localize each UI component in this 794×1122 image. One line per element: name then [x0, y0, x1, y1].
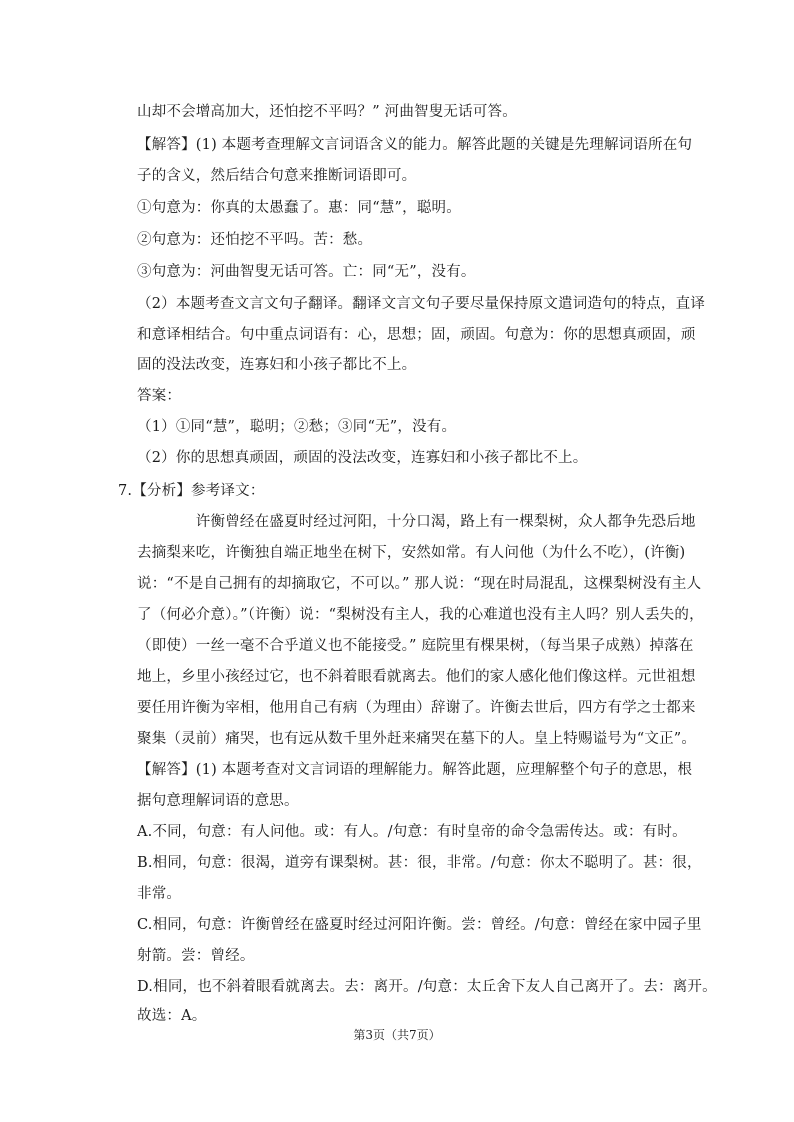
page-footer: 第3页（共7页） [353, 1028, 441, 1042]
text-line: ②句意为：还怕挖不平吗。苦：愁。 [137, 232, 373, 248]
option-b-line-cont: 非常。 [137, 886, 182, 902]
option-c-line: C.相同，句意：许衡曾经在盛夏时经过河阳许衡。尝：曾经。/句意：曾经在家中园子里 [137, 917, 702, 933]
text-line: （2）你的思想真顽固，顽固的没法改变，连寡妇和小孩子都比不上。 [137, 450, 588, 466]
final-answer-line: 故选：A。 [137, 1008, 207, 1024]
text-line: ③句意为：河曲智叟无话可答。亡：同“无”，没有。 [137, 264, 476, 280]
text-line: 山却不会增高加大，还怕挖不平吗？” 河曲智叟无话可答。 [137, 104, 517, 120]
translation-line: 地上，乡里小孩经过它，也不斜着眼看就离去。他们的家人感化他们像这样。元世祖想 [137, 669, 696, 685]
option-b-line: B.相同，句意：很渴，道旁有课梨树。甚：很，非常。/句意：你太不聪明了。甚：很， [137, 855, 702, 871]
translation-line: 了（何必介意）。”（许衡）说：“梨树没有主人，我的心难道也没有主人吗？别人丢失的， [137, 607, 704, 623]
text-line: ①句意为：你真的太愚蠢了。惠：同“慧”，聪明。 [137, 200, 461, 216]
translation-line: （即使）一丝一毫不合乎道义也不能接受。” 庭院里有棵果树，（每当果子成熟）掉落在 [137, 638, 694, 654]
translation-line: 许衡曾经在盛夏时经过河阳，十分口渴，路上有一棵梨树，众人都争先恐后地 [137, 514, 696, 530]
answer-heading-line: 【解答】(1) 本题考查对文言词语的理解能力。解答此题，应理解整个句子的意思，根 [137, 762, 693, 778]
text-line: （2）本题考查文言文句子翻译。翻译文言文句子要尽量保持原文遣词造句的特点，直译 [137, 296, 706, 312]
translation-line: 说：“不是自己拥有的却摘取它，不可以。” 那人说：“现在时局混乱，这棵梨树没有主人 [137, 576, 702, 592]
translation-line: 聚集（灵前）痛哭，也有远从数千里外赶来痛哭在墓下的人。皇上特赐谥号为“文正”。 [137, 731, 697, 747]
text-line: 据句意理解词语的意思。 [137, 793, 299, 809]
text-line: 固的没法改变，连寡妇和小孩子都比不上。 [137, 357, 417, 373]
option-a-line: A.不同，句意：有人问他。或：有人。/句意：有时皇帝的命令急需传达。或：有时。 [137, 824, 687, 840]
text-line: （1）①同“慧”，聪明；②愁；③同“无”，没有。 [137, 419, 457, 435]
option-d-line: D.相同，也不斜着眼看就离去。去：离开。/句意：太丘舍下友人自己离开了。去：离开。 [137, 979, 717, 995]
translation-line: 去摘梨来吃，许衡独自端正地坐在树下，安然如常。有人问他（为什么不吃），(许衡) [137, 545, 686, 561]
text-line: 和意译相结合。句中重点词语有：心，思想；固，顽固。句意为：你的思想真顽固，顽 [137, 327, 696, 343]
answer-label: 答案： [137, 388, 182, 404]
option-c-line-cont: 射箭。尝：曾经。 [137, 948, 255, 964]
question-7-heading: 7.【分析】参考译文： [118, 483, 265, 499]
text-line: 子的含义，然后结合句意来推断词语即可。 [137, 168, 417, 184]
translation-line: 要任用许衡为宰相，他用自己有病（为理由）辞谢了。许衡去世后，四方有学之士都来 [137, 700, 696, 716]
answer-heading-line: 【解答】(1) 本题考查理解文言词语含义的能力。解答此题的关键是先理解词语所在句 [137, 137, 693, 153]
